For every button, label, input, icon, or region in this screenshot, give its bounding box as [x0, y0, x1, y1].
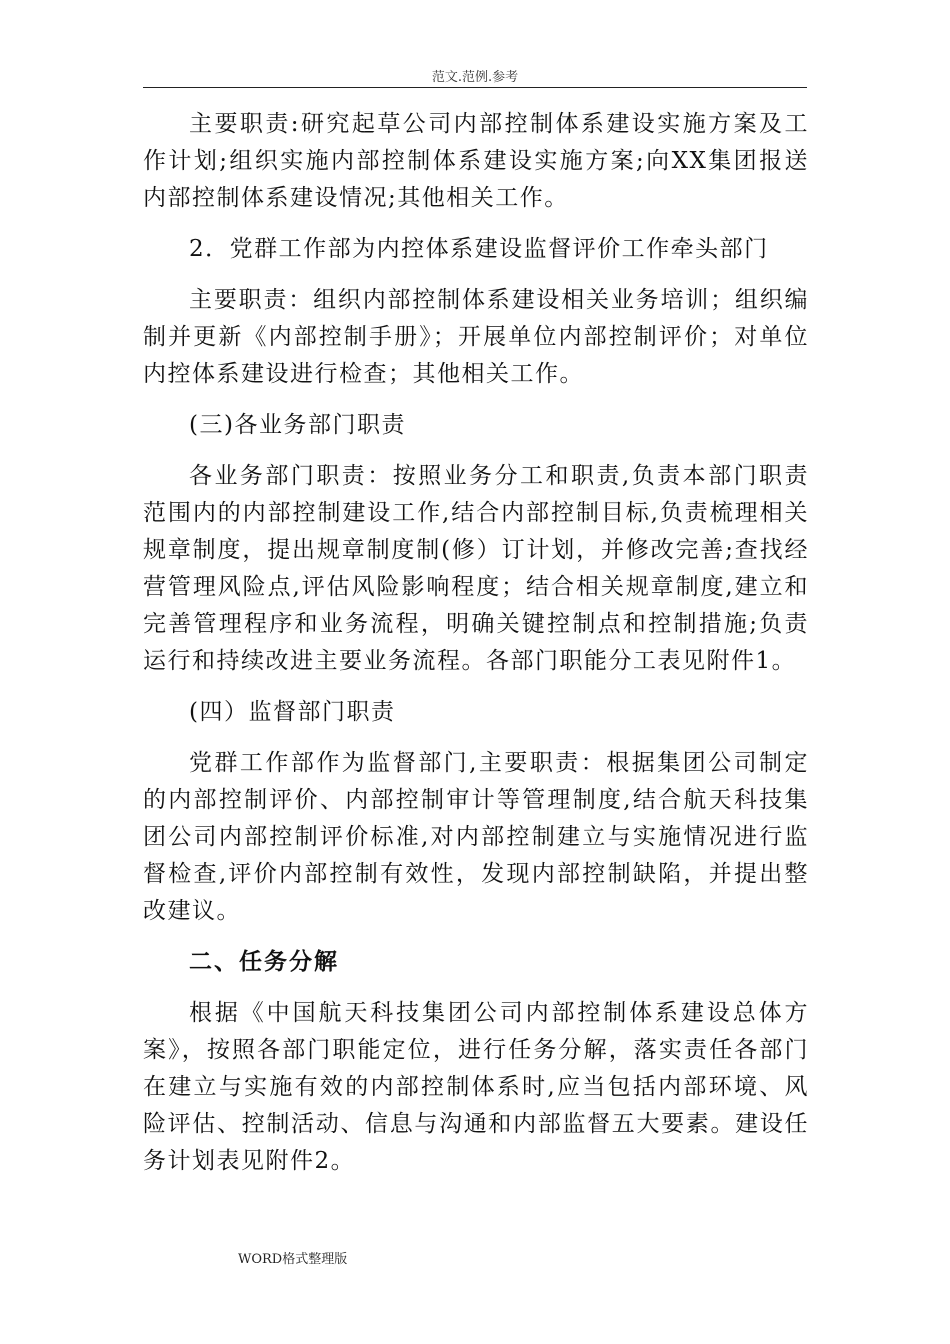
paragraph-task-breakdown: 根据《中国航天科技集团公司内部控制体系建设总体方案》，按照各部门职能定位，进行任务分解，落实责任各部门在建立与实施有效的内部控制体系时,应当包括内部环境、风险评估、控制活动、信息与沟通和内部监督五大要素。建设任务计划表见附件2。: [143, 1000, 809, 1174]
page-footer: WORD格式整理版: [238, 1252, 348, 1267]
paragraph-main-duties-2: 主要职责：组织内部控制体系建设相关业务培训；组织编制并更新《内部控制手册》；开展单位内部控制评价；对单位内控体系建设进行检查；其他相关工作。: [143, 287, 809, 387]
paragraph-main-duties-1: 主要职责:研究起草公司内部控制体系建设实施方案及工作计划;组织实施内部控制体系建设实施方案;向XX集团报送内部控制体系建设情况;其他相关工作。: [143, 111, 809, 211]
paragraph-business-dept-duties: 各业务部门职责：按照业务分工和职责,负责本部门职责范围内的内部控制建设工作,结合内部控制目标,负责梳理相关规章制度，提出规章制度制(修）订计划，并修改完善;查找经营管理风险点,评估风险影响程度；结合相关规章制度,建立和完善管理程序和业务流程，明确关键控制点和控制措施;负责运行和持续改进主要业务流程。各部门职能分工表见附件1。: [143, 463, 809, 674]
subheading-supervision-dept: (四）监督部门职责: [189, 699, 396, 725]
paragraph-party-work-dept: 2．党群工作部为内控体系建设监督评价工作牵头部门: [189, 236, 769, 262]
document-body: [143, 106, 809, 1194]
page-header: 范文.范例.参考: [431, 70, 519, 85]
header-divider: [143, 87, 807, 88]
section-heading-task-breakdown: 二、任务分解: [189, 949, 339, 975]
paragraph-supervision-duties: 党群工作部作为监督部门,主要职责：根据集团公司制定的内部控制评价、内部控制审计等管理制度,结合航天科技集团公司内部控制评价标准,对内部控制建立与实施情况进行监督检查,评价内部控制有效性，发现内部控制缺陷，并提出整改建议。: [143, 750, 809, 924]
subheading-business-depts: (三)各业务部门职责: [189, 412, 406, 438]
